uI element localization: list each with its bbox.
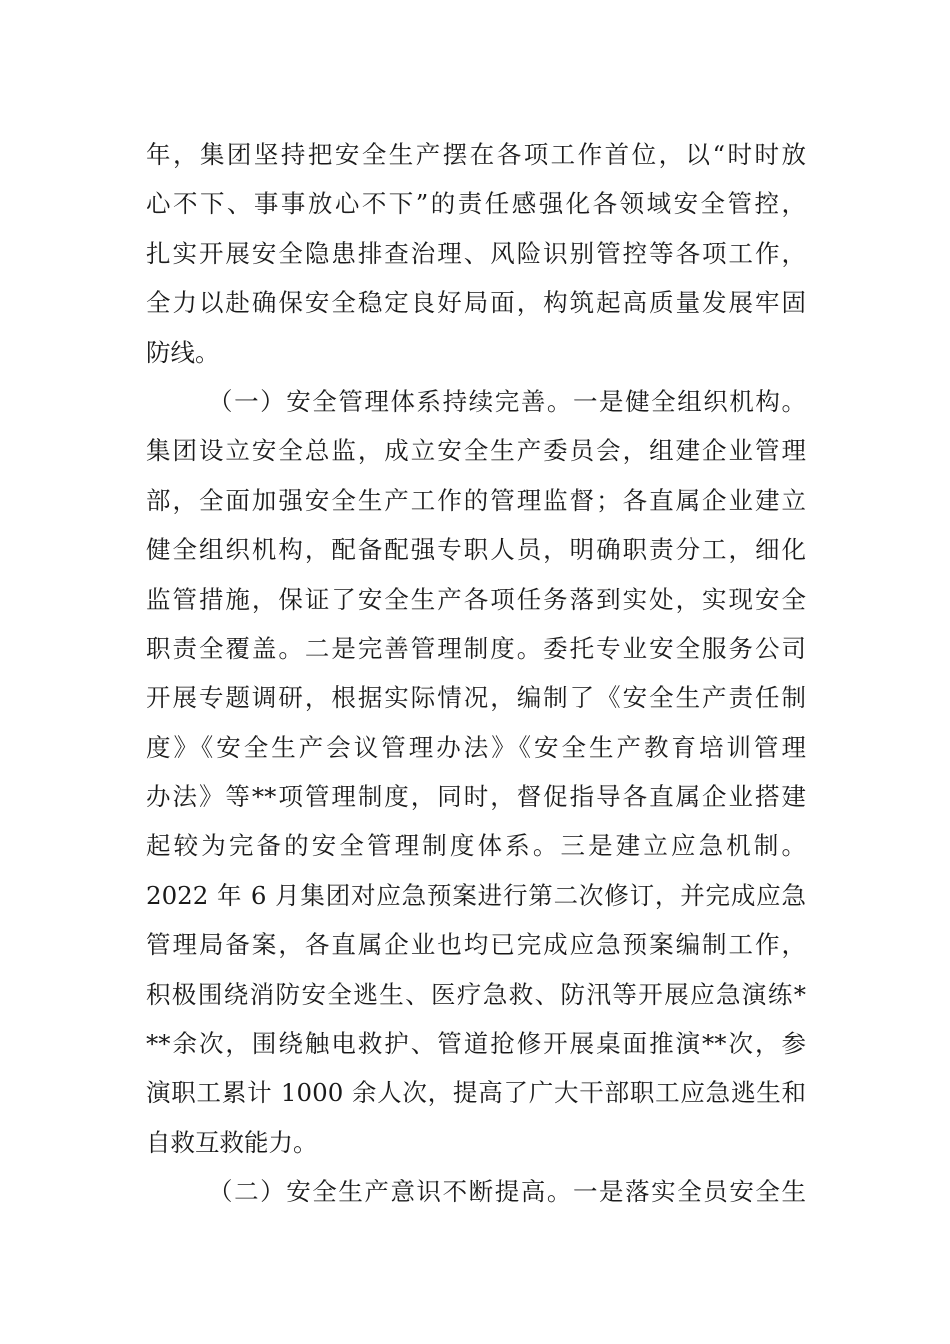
text-line: 管理局备案，各直属企业也均已完成应急预案编制工作， — [146, 930, 806, 960]
text-line: 年，集团坚持把安全生产摆在各项工作首位，以“时时放 — [146, 140, 806, 169]
text-line: 心不下、事事放心不下”的责任感强化各领域安全管控， — [146, 189, 806, 219]
text-line: 全力以赴确保安全稳定良好局面，构筑起高质量发展牢固 — [146, 288, 806, 318]
text-line: 2022 年 6 月集团对应急预案进行第二次修订，并完成应急 — [146, 880, 806, 910]
text-line: 健全组织机构，配备配强专职人员，明确职责分工，细化 — [146, 535, 806, 565]
section-heading-line: （二）安全生产意识不断提高。一是落实全员安全生 — [208, 1177, 806, 1207]
text-line: 自救互救能力。 — [146, 1127, 318, 1157]
text-line: 防线。 — [146, 337, 220, 367]
text-line: 积极围绕消防安全逃生、医疗急救、防汛等开展应急演练* — [146, 979, 806, 1009]
text-line: 监管措施，保证了安全生产各项任务落到实处，实现安全 — [146, 584, 806, 614]
text-line: 演职工累计 1000 余人次，提高了广大干部职工应急逃生和 — [146, 1078, 806, 1108]
text-line: **余次，围绕触电救护、管道抢修开展桌面推演**次，参 — [146, 1029, 806, 1059]
body-text — [146, 130, 806, 1217]
section-heading-line: （一）安全管理体系持续完善。一是健全组织机构。 — [208, 386, 806, 416]
text-line: 开展专题调研，根据实际情况，编制了《安全生产责任制 — [146, 683, 806, 713]
text-line: 职责全覆盖。二是完善管理制度。委托专业安全服务公司 — [146, 633, 806, 663]
text-line: 起较为完备的安全管理制度体系。三是建立应急机制。 — [146, 831, 806, 861]
text-line: 办法》等**项管理制度，同时，督促指导各直属企业搭建 — [146, 782, 806, 812]
text-line: 部，全面加强安全生产工作的管理监督；各直属企业建立 — [146, 485, 806, 515]
text-line: 扎实开展安全隐患排查治理、风险识别管控等各项工作， — [146, 238, 806, 268]
text-line: 集团设立安全总监，成立安全生产委员会，组建企业管理 — [146, 436, 806, 466]
text-line: 度》《安全生产会议管理办法》《安全生产教育培训管理 — [146, 732, 806, 762]
